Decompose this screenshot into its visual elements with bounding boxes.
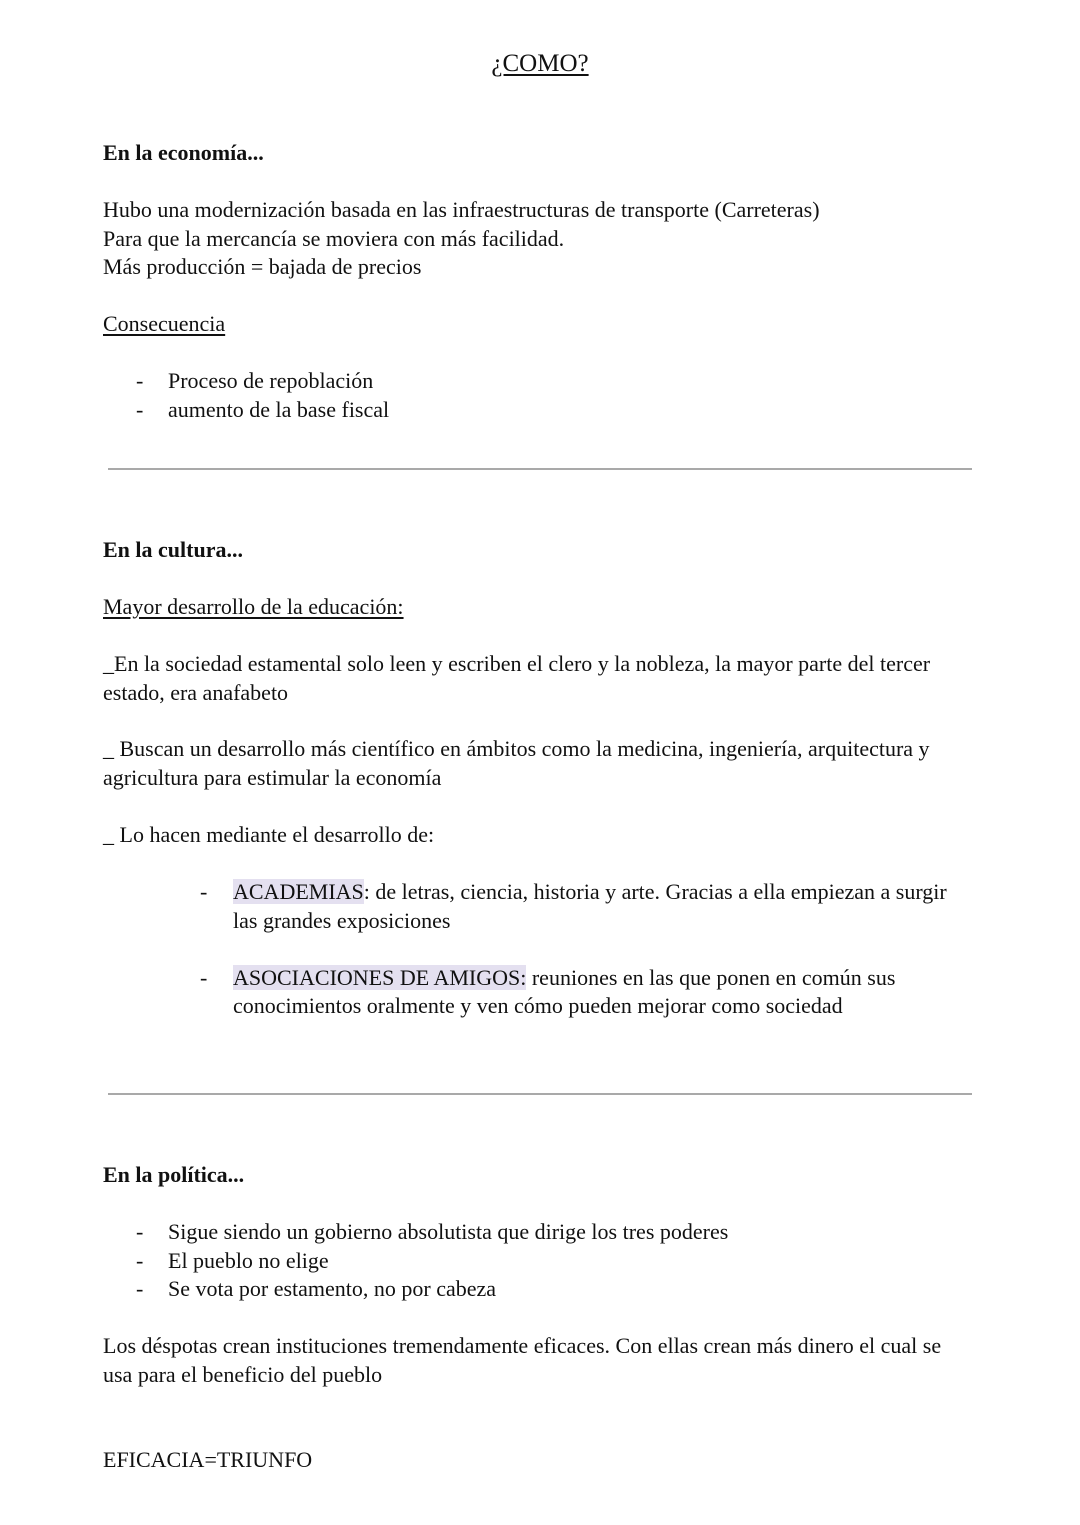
- list-item: - Sigue siendo un gobierno absolutista que dirige los tres poderes: [136, 1219, 729, 1244]
- cultura-paragraph: _ Buscan un desarrollo más científico en ámbitos como la medicina, ingeniería, arquitectura y agricultura para estimular la economía: [103, 736, 930, 790]
- list-item: - El pueblo no elige: [136, 1247, 329, 1273]
- list-item: - ASOCIACIONES DE AMIGOS: reuniones en las que ponen en común sus conocimientos oralmente y ven cómo pueden mejorar como sociedad: [200, 964, 896, 1018]
- economia-line: Para que la mercancía se moviera con más facilidad.: [103, 225, 565, 251]
- list-item: - Se vota por estamento, no por cabeza: [136, 1276, 497, 1301]
- institutions-list: [200, 878, 963, 1021]
- economia-line: Más producción = bajada de precios: [103, 254, 422, 279]
- section-heading-politica: En la política...: [103, 1162, 245, 1187]
- politica-paragraph: Los déspotas crean instituciones tremendamente eficaces. Con ellas crean más dinero el cual se usa para el beneficio del pueblo: [103, 1333, 942, 1387]
- politica-list: [103, 1218, 728, 1304]
- section-heading-cultura: En la cultura...: [103, 537, 243, 562]
- section-heading-economia: En la economía...: [103, 140, 264, 165]
- cultura-subheading: Mayor desarrollo de la educación:: [103, 594, 404, 619]
- list-item: - aumento de la base fiscal: [136, 396, 390, 422]
- section-divider: [108, 468, 972, 470]
- term-highlight: ACADEMIAS: [233, 879, 364, 904]
- cultura-paragraph: _ Lo hacen mediante el desarrollo de:: [103, 822, 435, 847]
- consequence-label: Consecuencia: [103, 311, 226, 336]
- consequence-list: [103, 367, 389, 424]
- cultura-paragraph: _En la sociedad estamental solo leen y escriben el clero y la nobleza, la mayor parte del tercer estado, era anafabeto: [103, 651, 931, 705]
- conclusion: EFICACIA=TRIUNFO: [103, 1447, 313, 1472]
- economia-paragraph: [103, 196, 963, 282]
- list-item: - ACADEMIAS: de letras, ciencia, historia y arte. Gracias a ella empiezan a surgir las grandes exposiciones: [200, 879, 947, 933]
- list-item: - Proceso de repoblación: [136, 368, 374, 393]
- page-title: ¿COMO?: [491, 50, 589, 77]
- economia-line: Hubo una modernización basada en las infraestructuras de transporte (Carreteras): [103, 197, 820, 222]
- term-highlight: ASOCIACIONES DE AMIGOS:: [233, 964, 527, 990]
- section-divider: [108, 1093, 972, 1095]
